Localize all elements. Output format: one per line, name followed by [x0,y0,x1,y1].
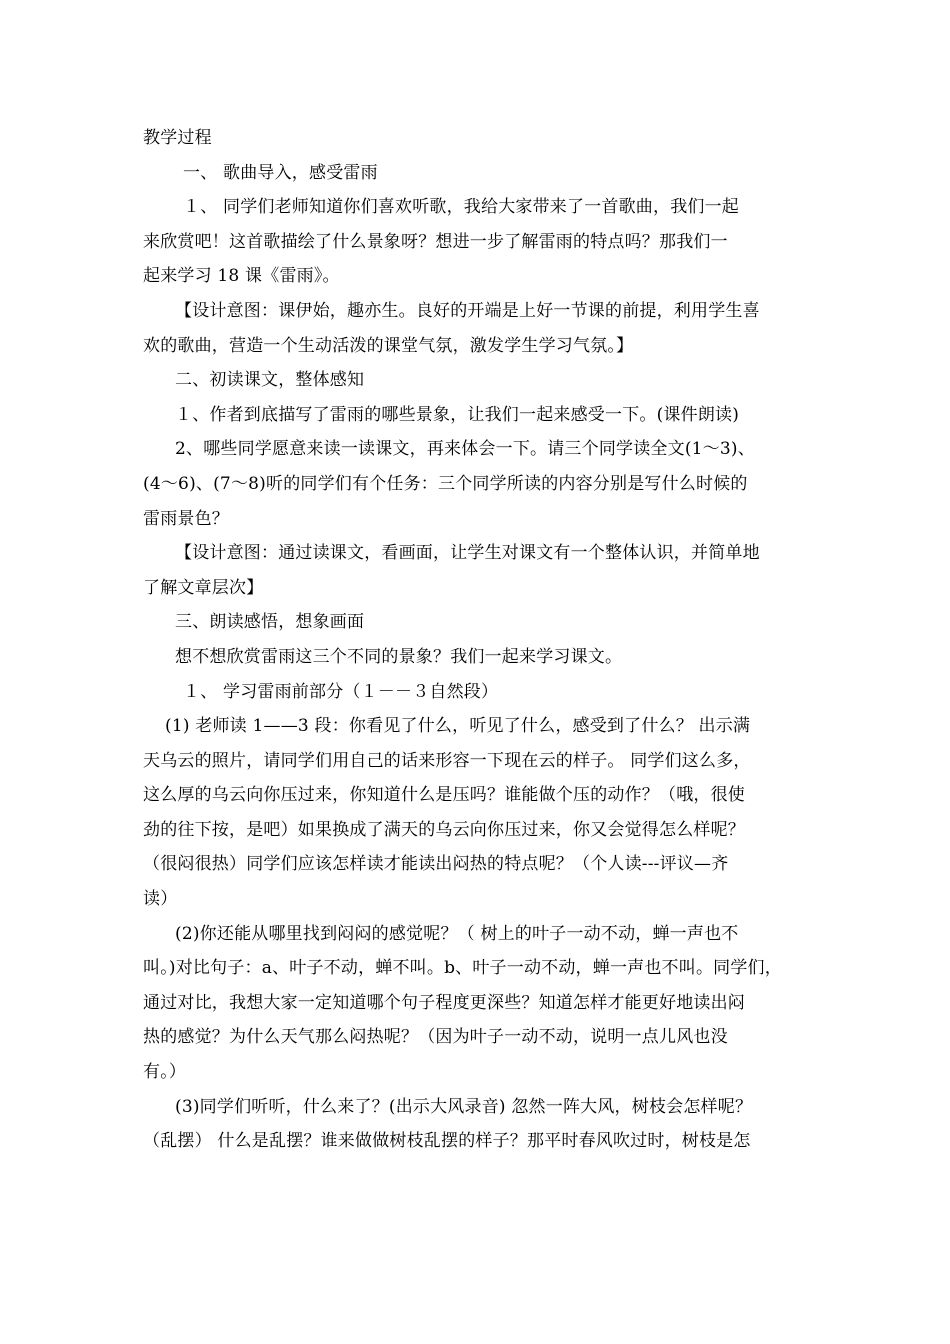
text-line: 有。） [143,1062,187,1083]
text-line: 这么厚的乌云向你压过来，你知道什么是压吗？谁能做个压的动作？（哦，很使 [143,785,745,806]
text-line: (4～6)、(7～8)听的同学们有个任务：三个同学所读的内容分别是写什么时候的 [143,473,748,494]
text-line: 教学过程 [143,128,212,148]
text-line: （很闷很热）同学们应该怎样读才能读出闷热的特点呢？（个人读---评议—齐 [143,854,729,875]
text-line: 一、 歌曲导入，感受雷雨 [183,162,378,183]
text-line: 二、初读课文，整体感知 [175,370,365,391]
text-line: 三、朗读感悟，想象画面 [175,612,365,633]
text-line: 起来学习 18 课《雷雨》。 [143,266,340,287]
text-line: 【设计意图：通过读课文，看画面，让学生对课文有一个整体认识，并简单地 [175,543,760,564]
text-line: (2)你还能从哪里找到闷闷的感觉呢？（ 树上的叶子一动不动，蝉一声也不 [175,923,739,944]
text-line: １、作者到底描写了雷雨的哪些景象，让我们一起来感受一下。(课件朗读) [175,404,740,425]
document-body [143,121,813,1159]
text-line: 叫。)对比句子：a、叶子不动，蝉不叫。b、叶子一动不动，蝉一声也不叫。同学们， [143,958,782,979]
text-line: 了解文章层次】 [143,577,264,598]
text-line: 想不想欣赏雷雨这三个不同的景象？我们一起来学习课文。 [175,646,623,667]
text-line: 雷雨景色？ [143,508,229,529]
text-line: 通过对比，我想大家一定知道哪个句子程度更深些？知道怎样才能更好地读出闷 [143,992,745,1013]
text-line: 【设计意图：课伊始，趣亦生。良好的开端是上好一节课的前提，利用学生喜 [175,300,760,321]
text-line: 天乌云的照片，请同学们用自己的话来形容一下现在云的样子。 同学们这么多， [143,750,751,771]
text-line: (1) 老师读 1——3 段：你看见了什么，听见了什么，感受到了什么？ 出示满 [165,716,751,737]
text-line: (3)同学们听听，什么来了？(出示大风录音) 忽然一阵大风，树枝会怎样呢？ [175,1096,753,1117]
text-line: 劲的往下按，是吧）如果换成了满天的乌云向你压过来，你又会觉得怎么样呢？ [143,819,745,840]
text-line: 来欣赏吧！这首歌描绘了什么景象呀？想进一步了解雷雨的特点吗？那我们一 [143,231,728,252]
text-line: １、 学习雷雨前部分（１－－３自然段） [183,681,499,702]
text-line: 热的感觉？为什么天气那么闷热呢？（因为叶子一动不动，说明一点儿风也没 [143,1027,728,1048]
text-line: （乱摆） 什么是乱摆？谁来做做树枝乱摆的样子？那平时春风吹过时，树枝是怎 [143,1131,751,1152]
text-line: １、 同学们老师知道你们喜欢听歌，我给大家带来了一首歌曲，我们一起 [183,197,740,218]
text-line: 欢的歌曲，营造一个生动活泼的课堂气氛，激发学生学习气氛。】 [143,335,634,356]
text-line: 读） [143,889,178,910]
text-line: 2、哪些同学愿意来读一读课文，再来体会一下。请三个同学读全文(1～3)、 [175,439,755,460]
